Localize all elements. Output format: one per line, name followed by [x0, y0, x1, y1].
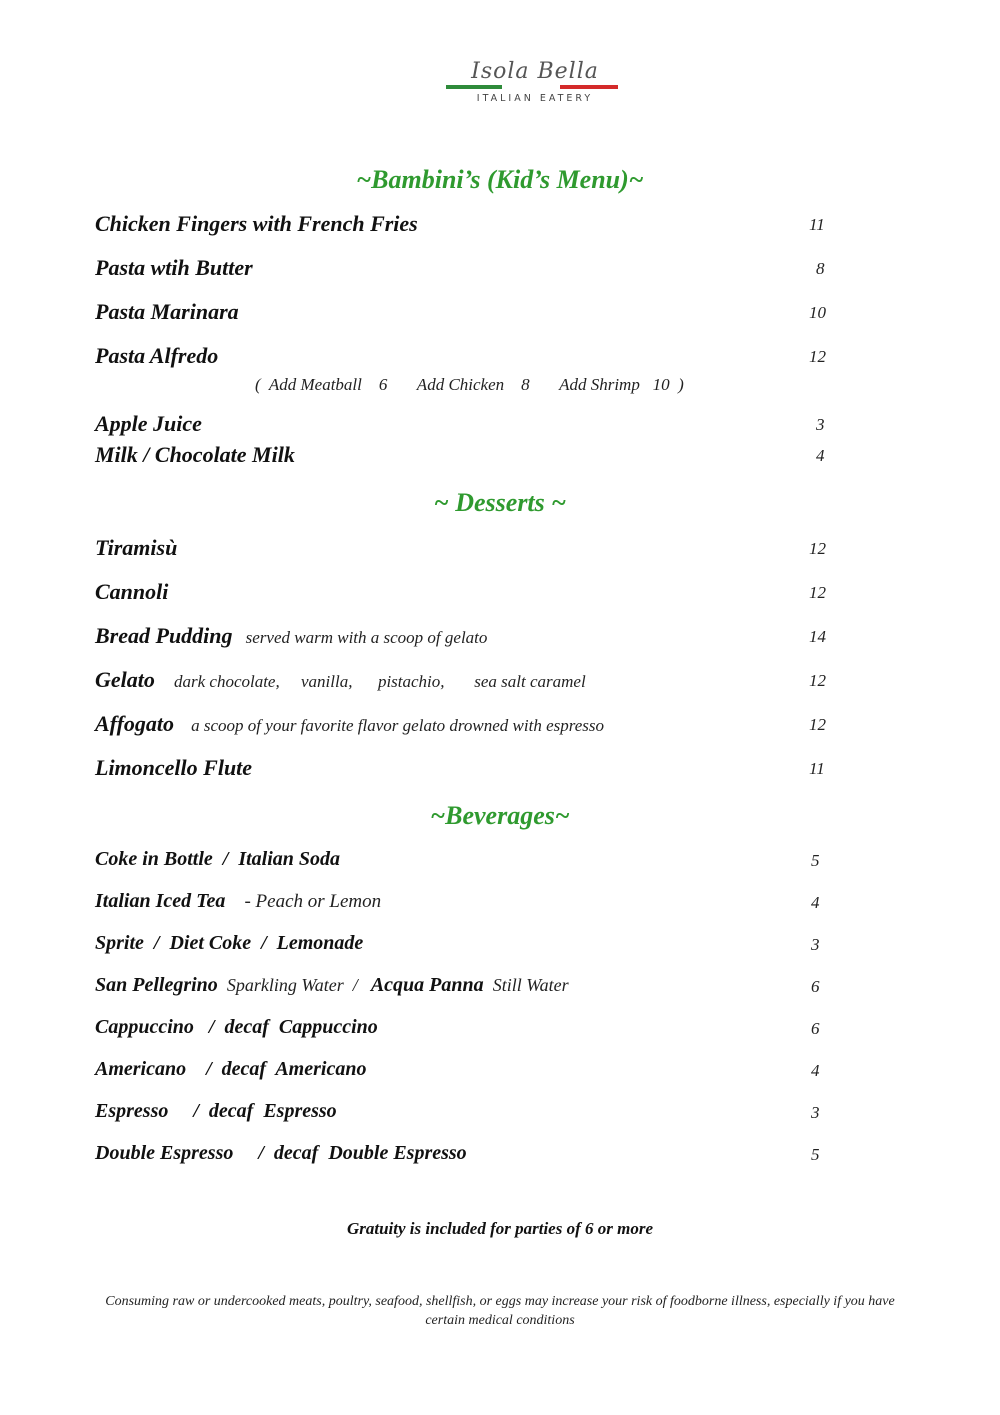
menu-item — [95, 343, 835, 369]
menu-item — [95, 667, 835, 693]
item-price: 3 — [816, 415, 825, 434]
item-description: served warm with a scoop of gelato — [245, 628, 488, 647]
menu-item — [95, 442, 835, 468]
item-name: Milk / Chocolate Milk — [95, 442, 295, 467]
item-name: Americano / decaf Americano — [95, 1058, 367, 1080]
logo-script-text: Isola Bella — [471, 59, 599, 84]
item-name-secondary: Acqua Panna — [370, 974, 484, 996]
menu-item — [95, 755, 835, 781]
menu-item — [95, 932, 835, 955]
item-price: 11 — [809, 215, 825, 234]
item-name: Pasta wtih Butter — [95, 255, 253, 280]
item-price: 3 — [811, 1103, 820, 1122]
menu-item — [95, 711, 835, 737]
item-name: Bread Pudding — [95, 623, 233, 648]
menu-item — [95, 623, 835, 649]
item-price: 10 — [809, 303, 826, 322]
menu-item — [95, 1142, 835, 1165]
item-price: 6 — [811, 977, 820, 996]
item-name: Pasta Alfredo — [95, 343, 219, 368]
item-price: 12 — [809, 583, 826, 602]
logo-red-stripe — [560, 85, 618, 89]
menu-item — [95, 211, 835, 237]
item-price: 4 — [816, 446, 825, 465]
item-name: Sprite / Diet Coke / Lemonade — [95, 932, 364, 954]
logo-subtitle: ITALIAN EATERY — [476, 93, 594, 104]
item-name: Pasta Marinara — [95, 299, 239, 324]
item-price: 8 — [816, 259, 825, 278]
item-name: Coke in Bottle / Italian Soda — [95, 848, 341, 870]
item-price: 5 — [811, 851, 820, 870]
menu-item — [95, 890, 835, 913]
food-safety-disclaimer: Consuming raw or undercooked meats, poultry, seafood, shellfish, or eggs may increase your risk of foodborne illness, especially if you have certain medical conditions — [105, 1294, 895, 1328]
menu-item — [95, 1058, 835, 1081]
pasta-addons: ( Add Meatball 6 Add Chicken 8 Add Shrimp 10 ) — [255, 375, 684, 394]
menu-item — [95, 974, 835, 997]
item-name: Tiramisù — [95, 535, 178, 560]
item-price: 12 — [809, 671, 826, 690]
item-price: 14 — [809, 627, 826, 646]
item-name: Apple Juice — [95, 411, 202, 436]
item-description: dark chocolate, vanilla, pistachio, sea salt caramel — [173, 672, 586, 691]
item-price: 12 — [809, 715, 826, 734]
item-name: Cappuccino / decaf Cappuccino — [95, 1016, 378, 1038]
item-price: 4 — [811, 1061, 820, 1080]
item-price: 5 — [811, 1145, 820, 1164]
item-description: a scoop of your favorite flavor gelato drowned with espresso — [191, 716, 604, 735]
item-name: San Pellegrino — [95, 974, 218, 996]
kids-menu-title: ~Bambini’s (Kid’s Menu)~ — [356, 165, 644, 194]
gratuity-notice: Gratuity is included for parties of 6 or more — [346, 1219, 653, 1238]
logo-green-stripe — [446, 85, 502, 89]
item-price: 6 — [811, 1019, 820, 1038]
restaurant-logo — [440, 60, 630, 108]
item-price: 12 — [809, 539, 826, 558]
item-name: Chicken Fingers with French Fries — [95, 211, 418, 236]
menu-item — [95, 299, 835, 325]
menu-item — [95, 1016, 835, 1039]
item-name: Gelato — [95, 667, 155, 692]
item-name: Italian Iced Tea — [95, 890, 226, 912]
item-description: - Peach or Lemon — [244, 891, 382, 912]
item-price: 12 — [809, 347, 826, 366]
item-name: Double Espresso / decaf Double Espresso — [95, 1142, 467, 1164]
menu-item — [95, 255, 835, 281]
item-description-secondary: Still Water — [492, 975, 569, 995]
item-description: Sparkling Water / — [226, 975, 358, 995]
item-name: Affogato — [95, 711, 175, 736]
menu-item — [95, 1100, 835, 1123]
menu-item — [95, 411, 835, 437]
menu-item — [95, 579, 835, 605]
menu-item — [95, 848, 835, 871]
desserts-title: ~ Desserts ~ — [433, 488, 567, 517]
item-price: 11 — [809, 759, 825, 778]
item-name: Espresso / decaf Espresso — [95, 1100, 337, 1122]
item-price: 3 — [811, 935, 820, 954]
beverages-title: ~Beverages~ — [430, 801, 570, 830]
item-name: Limoncello Flute — [95, 755, 253, 780]
menu-item — [95, 535, 835, 561]
item-price: 4 — [811, 893, 820, 912]
item-name: Cannoli — [95, 579, 169, 604]
